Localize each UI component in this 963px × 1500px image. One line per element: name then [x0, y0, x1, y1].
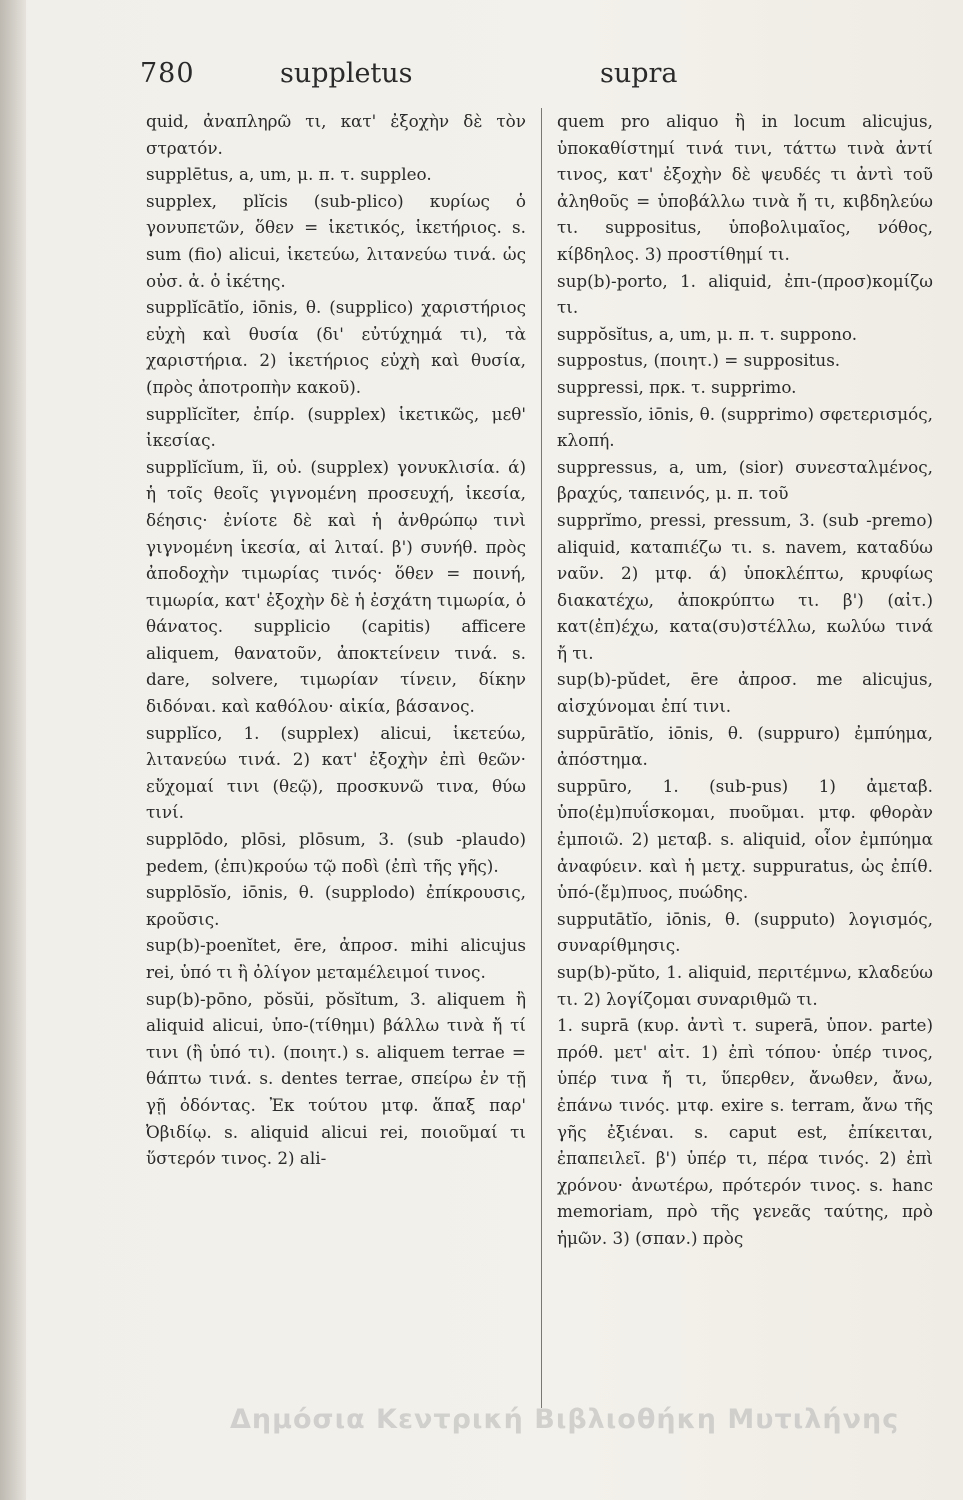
dictionary-entry: sup(b)-poenĭtet, ēre, ἀπροσ. mihi alicujus rei, ὑπό τι ἢ ὀλίγον μεταμέλειμοί τινος. — [146, 935, 526, 982]
right-running-head: supra — [600, 58, 678, 89]
book-binding-edge — [0, 0, 26, 1500]
dictionary-entry: quem pro aliquo ἢ in locum alicujus, ὑποκαθίστημί τινά τινι, τάττω τινὰ ἀντί τινος, κατ' ἐξοχὴν δὲ ψευδές τι ἀντὶ τοῦ ἀληθοῦς = ὑποβάλλω τινὰ ἤ τι, κιβδηλεύω τι. suppositus, ὑποβολιμαῖος, νόθος, κίβδηλος. 3) προστίθημί τι. — [557, 111, 933, 264]
page-number: 780 — [140, 58, 195, 89]
dictionary-entry: supressĭo, iōnis, θ. (supprimo) σφετερισμός, κλοπή. — [557, 403, 933, 451]
dictionary-entry: supprĭmo, pressi, pressum, 3. (sub -premo) aliquid, καταπιέζω τι. s. navem, καταδύω ναῦν. 2) μτφ. ά) ὑποκλέπτω, κρυφίως διακατέχω, ἀποκρύπτω τι. β') (αἰτ.) κατ(ἐπ)έχω, κατα(συ)στέλλω, κωλύω τινά ἤ τι. — [557, 509, 933, 663]
dictionary-entry: supplĭco, 1. (supplex) alicui, ἱκετεύω, λιτανεύω τινά. 2) κατ' ἐξοχὴν ἐπὶ θεῶν· εὔχομαί τινι (θεῷ), προσκυνῶ τινα, θύω τινί. — [146, 722, 526, 823]
library-watermark: Δημόσια Κεντρική Βιβλιοθήκη Μυτιλήνης — [230, 1404, 900, 1435]
dictionary-entry: supplex, plĭcis (sub-plico) κυρίως ὁ γονυπετῶν, ὅθεν = ἱκετικός, ἱκετήριος. s. sum (fio) alicui, ἱκετεύω, λιτανεύω τινά. ὡς οὐσ. ἀ. ὁ ἱκέτης. — [146, 190, 526, 291]
dictionary-entry: sup(b)-porto, 1. aliquid, ἐπι-(προσ)κομίζω τι. — [557, 270, 933, 318]
dictionary-entry: suppressi, πρκ. τ. supprimo. — [557, 376, 797, 397]
dictionary-entry: supplētus, a, um, μ. π. τ. suppleo. — [146, 164, 432, 185]
dictionary-entry: supplōsĭo, iōnis, θ. (supplodo) ἐπίκρουσις, κροῦσις. — [146, 882, 526, 929]
dictionary-entry: sup(b)-pŭdet, ēre ἀπροσ. me alicujus, αἰσχύνομαι ἐπί τινι. — [557, 669, 933, 717]
page-header — [140, 58, 940, 100]
right-column — [557, 108, 933, 1252]
dictionary-entry: supputātĭo, iōnis, θ. (supputo) λογισμός, συναρίθμησις. — [557, 908, 933, 956]
dictionary-entry: quid, ἀναπληρῶ τι, κατ' ἐξοχὴν δὲ τὸν στρατόν. — [146, 111, 526, 158]
dictionary-entry: 1. suprā (κυρ. ἀντὶ τ. superā, ὑπον. parte) πρόθ. μετ' αἰτ. 1) ἐπὶ τόπου· ὑπέρ τινος, ὑπέρ τινα ἤ τι, ὕπερθεν, ἄνωθεν, ἄνω, ἐπάνω τινός. μτφ. exire s. terram, ἄνω τῆς γῆς ἐξιέναι. s. caput est, ἐπίκειται, ἐπαπειλεῖ. β') ὑπέρ τι, πέρα τινός. 2) ἐπὶ χρόνου· ἀνωτέρω, πρότερόν τινος. s. hanc memoriam, πρὸ τῆς γενεᾶς ταύτης, πρὸ ἡμῶν. 3) (σπαν.) πρὸς — [557, 1015, 933, 1248]
dictionary-entry: sup(b)-pŭto, 1. aliquid, περιτέμνω, κλαδεύω τι. 2) λογίζομαι συναριθμῶ τι. — [557, 962, 933, 1009]
left-column — [146, 108, 526, 1172]
dictionary-entry: supplĭcĭum, ĭi, οὐ. (supplex) γονυκλισία. ά) ἡ τοῖς θεοῖς γιγνομένη προσευχή, ἱκεσία, δέησις· ἐνίοτε δὲ καὶ ἡ ἀνθρώπῳ τινὶ γιγνομένη ἱκεσία, αἱ λιταί. β') συνήθ. πρὸς ἀποδοχὴν τιμωρίας τινός· ὅθεν = ποινή, τιμωρία, κατ' ἐξοχὴν δὲ ἡ ἐσχάτη τιμωρία, ὁ θάνατος. supplicio (capitis) afficere aliquem, θανατοῦν, ἀποκτείνειν τινά. s. dare, solvere, τιμωρίαν τίνειν, δίκην διδόναι. καὶ καθόλου· αἰκία, βάσανος. — [146, 456, 526, 717]
dictionary-entry: suppressus, a, um, (sior) συνεσταλμένος, βραχύς, ταπεινός, μ. π. τοῦ — [557, 456, 933, 504]
column-divider — [541, 108, 542, 1408]
dictionary-entry: suppūro, 1. (sub-pus) 1) ἀμεταβ. ὑπο(ἐμ)πυΐσκομαι, πυοῦμαι. μτφ. φθορὰν ἐμποιῶ. 2) μεταβ. s. aliquid, οἷον ἐμπύημα ἀναφύειν. καὶ ἡ μετχ. suppuratus, ὡς ἐπίθ. ὑπό-(ἔμ)πυος, πυώδης. — [557, 775, 933, 903]
dictionary-entry: supplĭcātĭo, iōnis, θ. (supplico) χαριστήριος εὐχὴ καὶ θυσία (δι' εὐτύχημά τι), τὰ χαριστήρια. 2) ἱκετήριος εὐχὴ καὶ θυσία, (πρὸς ἀποτροπὴν κακοῦ). — [146, 297, 526, 397]
dictionary-entry: suppŏsĭtus, a, um, μ. π. τ. suppono. — [557, 323, 858, 344]
dictionary-entry: suppostus, (ποιητ.) = suppositus. — [557, 350, 841, 371]
dictionary-entry: sup(b)-pōno, pŏsŭi, pŏsĭtum, 3. aliquem ἢ aliquid alicui, ὑπο-(τίθημι) βάλλω τινὰ ἤ τί τινι (ἢ ὑπό τι). (ποιητ.) s. aliquem terrae = θάπτω τινά. s. dentes terrae, σπείρω ἐν τῇ γῇ ὀδόντας. Ἐκ τούτου μτφ. ἅπαξ παρ' Ὀβιδίῳ. s. aliquid alicui rei, ποιοῦμαί τι ὕστερόν τινος. 2) ali- — [146, 988, 526, 1169]
dictionary-entry: supplĭcĭter, ἐπίρ. (supplex) ἱκετικῶς, μεθ' ἱκεσίας. — [146, 403, 526, 451]
left-running-head: suppletus — [280, 58, 413, 89]
dictionary-entry: supplōdo, plōsi, plōsum, 3. (sub -plaudo) pedem, (ἐπι)κρούω τῷ ποδὶ (ἐπὶ τῆς γῆς). — [146, 829, 526, 876]
dictionary-entry: suppūrātĭo, iōnis, θ. (suppuro) ἐμπύημα, ἀπόστημα. — [557, 722, 933, 770]
